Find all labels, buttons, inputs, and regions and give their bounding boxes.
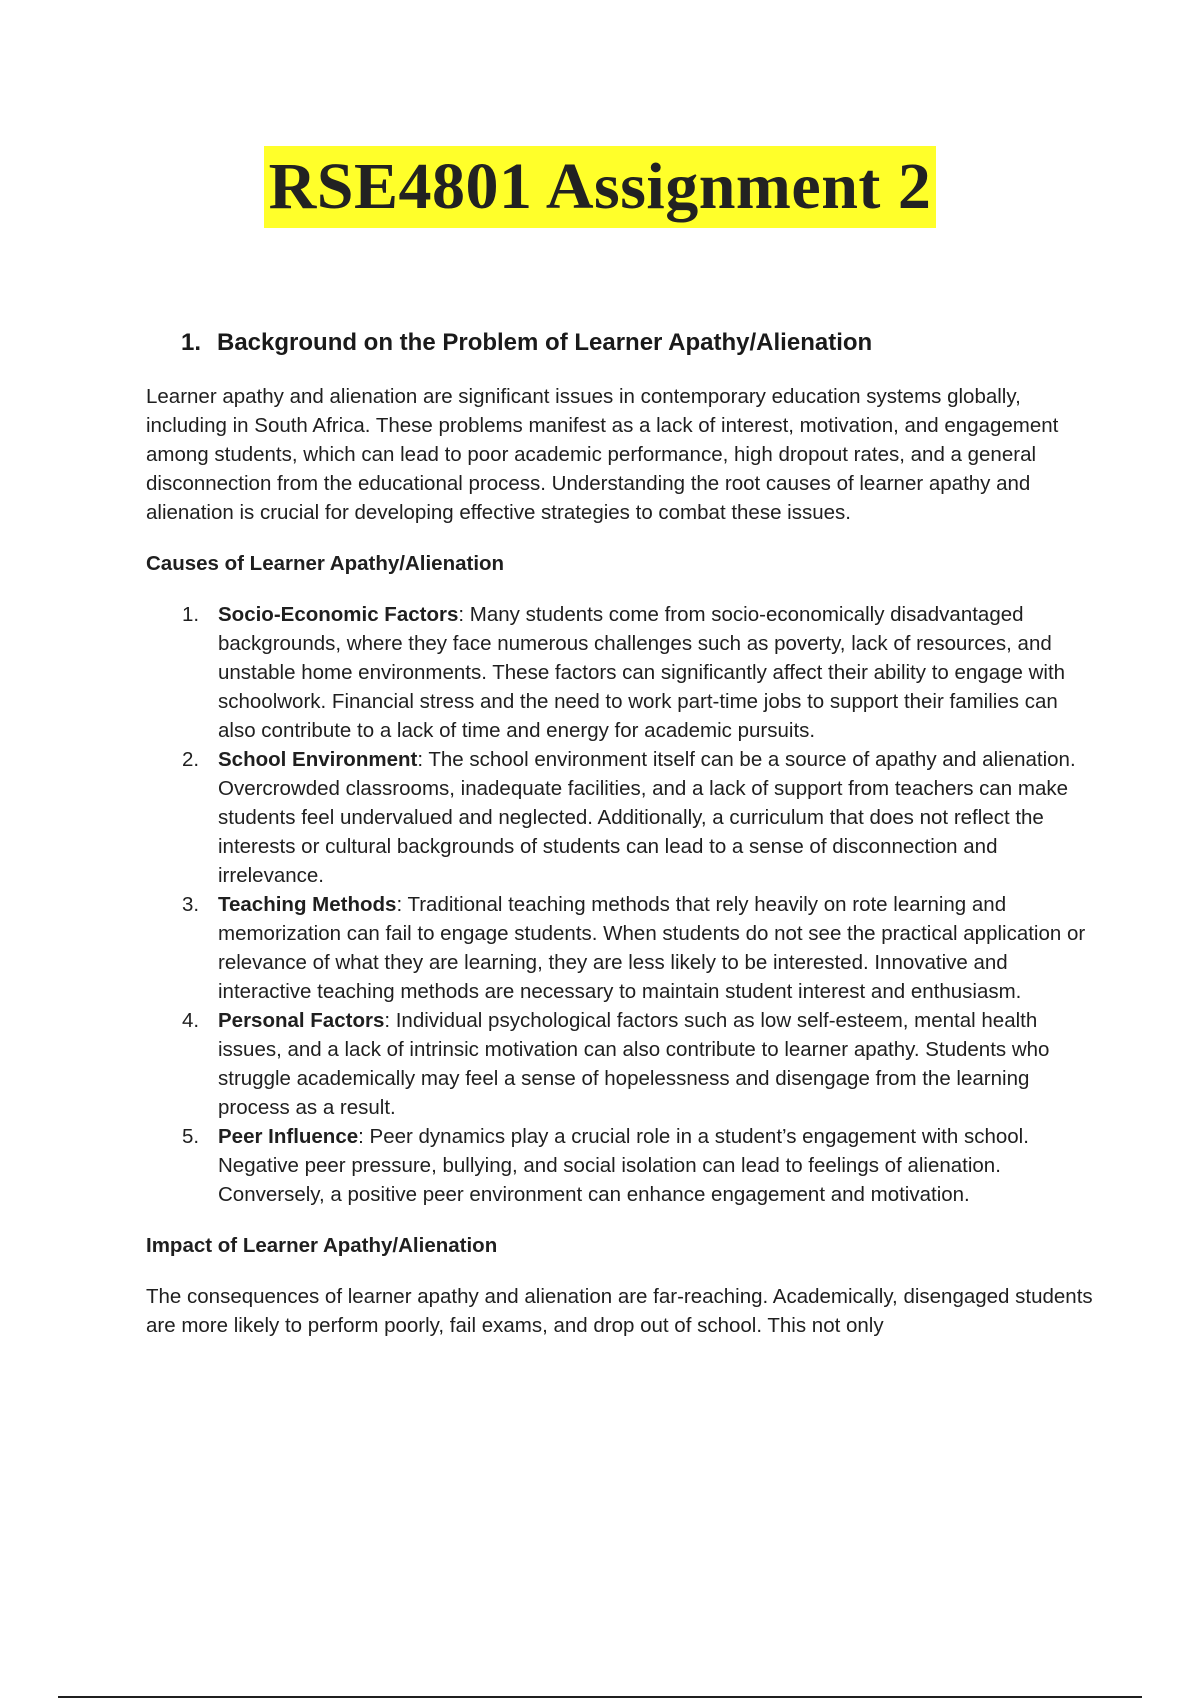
list-item-number: 4. (182, 1009, 200, 1032)
section-heading (181, 326, 1096, 360)
list-item-text: : Individual psychological factors such as low self-esteem, mental health issues, and a lack of intrinsic motivation can also contribute to learner apathy. Students who struggle academically may feel a sense of hopelessness and disengage from the learning process as a result. (218, 1009, 1050, 1119)
list-item-number: 5. (182, 1125, 200, 1148)
intro-paragraph: Learner apathy and alienation are significant issues in contemporary education systems globally, including in South Africa. These problems manifest as a lack of interest, motivation, and engagement among students, which can lead to poor academic performance, high dropout rates, and a general disconnection from the educational process. Understanding the root causes of learner apathy and alienation is crucial for developing effective strategies to combat these issues. (146, 385, 1059, 524)
section-heading-text: Background on the Problem of Learner Apathy/Alienation (217, 329, 873, 356)
list-item-term: Peer Influence (218, 1125, 359, 1148)
list-item-number: 3. (182, 893, 200, 916)
list-item-number: 1. (182, 603, 200, 626)
document-body (146, 326, 1096, 1362)
title-container (0, 146, 1200, 228)
list-item-term: Socio-Economic Factors (218, 603, 459, 626)
causes-list (146, 600, 1096, 1209)
list-item (146, 600, 1096, 745)
list-item-term: Personal Factors (218, 1009, 385, 1032)
page-divider (58, 1696, 1142, 1698)
section-number: 1. (181, 329, 202, 356)
impact-heading: Impact of Learner Apathy/Alienation (146, 1234, 498, 1257)
list-item-number: 2. (182, 748, 200, 771)
list-item (146, 1122, 1096, 1209)
list-item (146, 745, 1096, 890)
list-item-text: : The school environment itself can be a source of apathy and alienation. Overcrowded classrooms, inadequate facilities, and a lack of support from teachers can make students feel undervalued and neglected. Additionally, a curriculum that does not reflect the interests or cultural backgrounds of students can lead to a sense of disconnection and irrelevance. (218, 748, 1076, 887)
list-item (146, 1006, 1096, 1122)
causes-heading: Causes of Learner Apathy/Alienation (146, 552, 505, 575)
impact-paragraph: The consequences of learner apathy and alienation are far-reaching. Academically, disengaged students are more likely to perform poorly, fail exams, and drop out of school. This not only (146, 1285, 1093, 1337)
list-item-text: : Peer dynamics play a crucial role in a student’s engagement with school. Negative peer pressure, bullying, and social isolation can lead to feelings of alienation. Conversely, a positive peer environment can enhance engagement and motivation. (218, 1125, 1029, 1206)
list-item-term: School Environment (218, 748, 418, 771)
list-item-text: : Many students come from socio-economically disadvantaged backgrounds, where they face numerous challenges such as poverty, lack of resources, and unstable home environments. These factors can significantly affect their ability to engage with schoolwork. Financial stress and the need to work part-time jobs to support their families can also contribute to a lack of time and energy for academic pursuits. (218, 603, 1066, 742)
list-item (146, 890, 1096, 1006)
list-item-term: Teaching Methods (218, 893, 397, 916)
list-item-text: : Traditional teaching methods that rely heavily on rote learning and memorization can fail to engage students. When students do not see the practical application or relevance of what they are learning, they are less likely to be interested. Innovative and interactive teaching methods are necessary to maintain student interest and enthusiasm. (218, 893, 1086, 1003)
document-title: RSE4801 Assignment 2 (264, 146, 937, 228)
